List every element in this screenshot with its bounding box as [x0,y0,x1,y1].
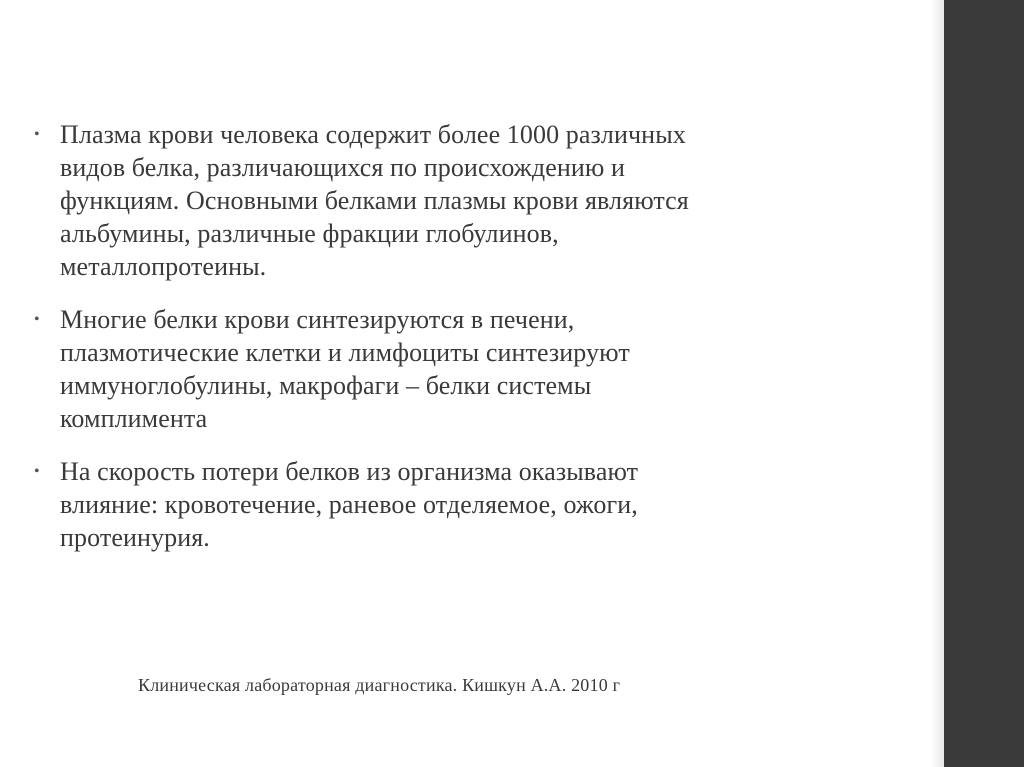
bullet-item-1 [34,118,914,283]
bullet-text: Плазма крови человека содержит более 1000 различных видов белка, различающихся по происхождению и функциям. Основными белками плазмы крови являются альбумины, различные фракции глобулинов, металлопротеины. [60,120,689,281]
bullet-item-2 [34,303,914,435]
bullet-list [34,118,914,554]
dark-sidebar [944,0,1024,767]
bullet-text: На скорость потери белков из организма оказывают влияние: кровотечение, раневое отделяемое, ожоги, протеинурия. [60,457,639,552]
citation: Клиническая лабораторная диагностика. Кишкун А.А. 2010 г [138,675,621,695]
bullet-dot-icon: • [34,311,40,328]
bullet-text: Многие белки крови синтезируются в печени, плазмотические клетки и лимфоциты синтезируют иммуноглобулины, макрофаги – белки системы комплимента [60,305,630,433]
bullet-item-3 [34,455,914,554]
bullet-dot-icon: • [34,126,40,143]
bullet-dot-icon: • [34,463,40,480]
